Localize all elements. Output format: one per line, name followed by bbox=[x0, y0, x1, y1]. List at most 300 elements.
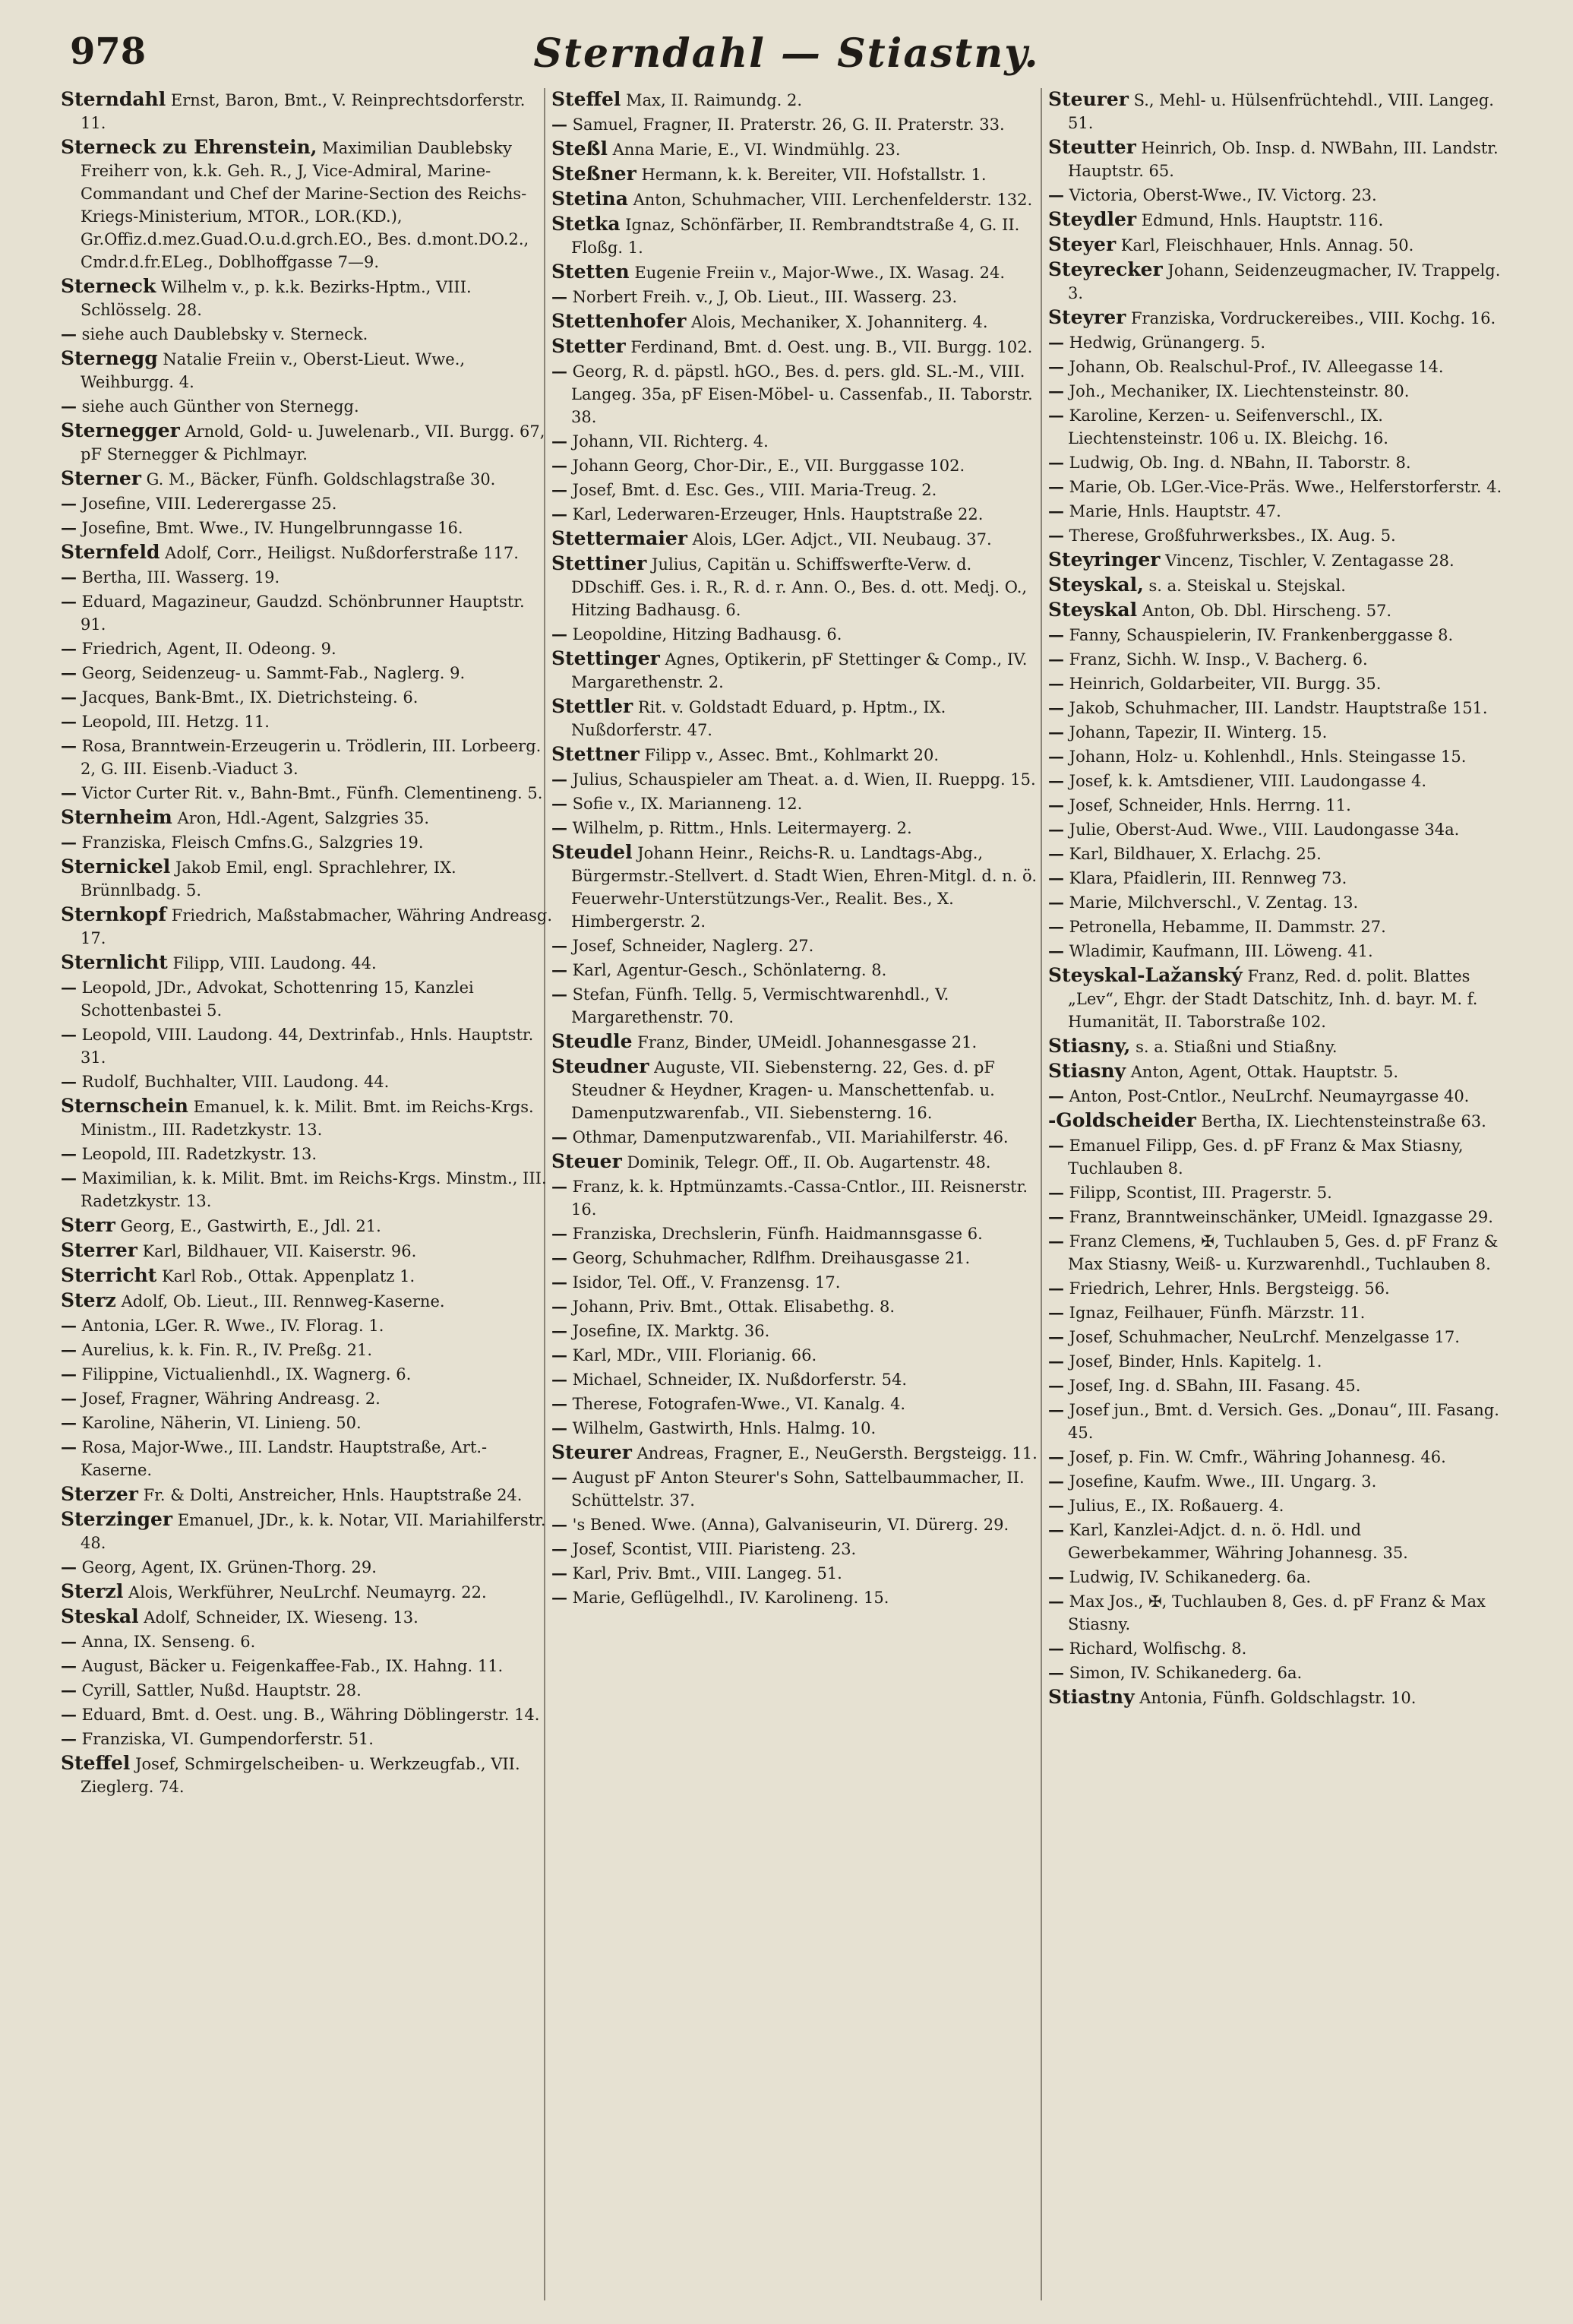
entry-name: — bbox=[61, 1025, 77, 1044]
entry-name: — bbox=[551, 1297, 567, 1316]
entry-details: Josef, Bmt. d. Esc. Ges., VIII. Maria-Treug. 2. bbox=[567, 481, 937, 499]
directory-entry bbox=[551, 1562, 1045, 1585]
entry-name: — bbox=[1048, 771, 1064, 790]
directory-entry bbox=[551, 1344, 1045, 1367]
entry-details: Josefine, Kaufm. Wwe., III. Ungarg. 3. bbox=[1064, 1472, 1377, 1491]
entry-name: Steyskal, bbox=[1048, 574, 1144, 596]
entry-name: — bbox=[61, 1681, 77, 1700]
entry-details: Karoline, Näherin, VI. Linieng. 50. bbox=[77, 1414, 362, 1432]
entry-details: Franziska, Fleisch Cmfns.G., Salzgries 19. bbox=[77, 833, 424, 852]
directory-entry bbox=[61, 710, 554, 733]
entry-name: — bbox=[551, 115, 567, 134]
directory-entry bbox=[61, 1239, 554, 1263]
directory-entry bbox=[61, 735, 554, 780]
directory-entry bbox=[1048, 1035, 1504, 1058]
entry-details: Franziska, VI. Gumpendorferstr. 51. bbox=[77, 1730, 374, 1748]
entry-name: — bbox=[1048, 747, 1064, 766]
entry-details: Josef, Schneider, Naglerg. 27. bbox=[567, 937, 814, 955]
entry-name: — bbox=[1048, 650, 1064, 669]
directory-entry bbox=[1048, 476, 1504, 498]
directory-entry bbox=[61, 1143, 554, 1165]
directory-entry bbox=[551, 743, 1045, 767]
entry-details: Leopold, III. Hetzg. 11. bbox=[77, 713, 270, 731]
entry-name: — bbox=[61, 518, 77, 537]
directory-entry bbox=[1048, 672, 1504, 695]
directory-entry bbox=[61, 566, 554, 589]
entry-name: — bbox=[1048, 722, 1064, 741]
directory-entry bbox=[61, 976, 554, 1022]
directory-entry bbox=[61, 1264, 554, 1288]
entry-details: Leopold, VIII. Laudong. 44, Dextrinfab., Hnls. Hauptstr. 31. bbox=[77, 1026, 534, 1067]
entry-name: — bbox=[551, 456, 567, 475]
entry-name: — bbox=[1048, 1232, 1064, 1251]
directory-entry bbox=[1048, 1446, 1504, 1469]
entry-details: Rudolf, Buchhalter, VIII. Laudong. 44. bbox=[77, 1073, 390, 1091]
entry-name: Steßner bbox=[551, 163, 636, 185]
entry-name: — bbox=[551, 1127, 567, 1146]
directory-entry bbox=[61, 1580, 554, 1604]
entry-details: Leopoldine, Hitzing Badhausg. 6. bbox=[567, 625, 842, 643]
directory-entry bbox=[61, 637, 554, 660]
entry-details: Arnold, Gold- u. Juwelenarb., VII. Burgg. 67, pF Sternegger & Pichlmayr. bbox=[81, 422, 545, 463]
directory-entry bbox=[551, 310, 1045, 334]
directory-entry bbox=[551, 113, 1045, 136]
entry-details: Ernst, Baron, Bmt., V. Reinprechtsdorferstr. 11. bbox=[81, 91, 526, 132]
entry-details: Karl, Bildhauer, X. Erlachg. 25. bbox=[1064, 845, 1322, 863]
entry-name: Stettenhofer bbox=[551, 310, 687, 332]
entry-details: Rosa, Major-Wwe., III. Landstr. Hauptstraße, Art.-Kaserne. bbox=[77, 1438, 488, 1479]
entry-details: Cyrill, Sattler, Nußd. Hauptstr. 28. bbox=[77, 1681, 362, 1700]
page-title: Sterndahl — Stiastny. bbox=[533, 30, 1040, 77]
entry-details: Jakob Emil, engl. Sprachlehrer, IX. Brünnlbadg. 5. bbox=[81, 858, 456, 900]
entry-details: Natalie Freiin v., Oberst-Lieut. Wwe., Weihburgg. 4. bbox=[81, 350, 466, 391]
directory-entry bbox=[61, 686, 554, 709]
entry-name: — bbox=[1048, 1496, 1064, 1515]
entry-name: — bbox=[1048, 381, 1064, 400]
entry-details: Karoline, Kerzen- u. Seifenverschl., IX. Liechtensteinstr. 106 u. IX. Bleichg. 16. bbox=[1064, 406, 1388, 447]
entry-name: — bbox=[61, 568, 77, 587]
entry-name: Stetten bbox=[551, 261, 630, 283]
entry-name: Sterzl bbox=[61, 1580, 124, 1602]
directory-entry bbox=[61, 1483, 554, 1507]
entry-details: Therese, Fotografen-Wwe., VI. Kanalg. 4. bbox=[567, 1395, 906, 1413]
entry-details: Samuel, Fragner, II. Praterstr. 26, G. II. Praterstr. 33. bbox=[567, 115, 1005, 134]
entry-name: — bbox=[1048, 625, 1064, 644]
entry-name: — bbox=[61, 736, 77, 755]
directory-entry bbox=[1048, 1494, 1504, 1517]
entry-name: — bbox=[551, 362, 567, 381]
entry-details: Maximilian, k. k. Milit. Bmt. im Reichs-Krgs. Minstm., III. Radetzkystr. 13. bbox=[77, 1169, 547, 1210]
directory-entry bbox=[61, 1728, 554, 1750]
entry-details: Josefine, IX. Marktg. 36. bbox=[567, 1322, 770, 1340]
directory-entry bbox=[1048, 648, 1504, 671]
entry-details: S., Mehl- u. Hülsenfrüchtehdl., VIII. Langeg. 51. bbox=[1068, 91, 1494, 132]
entry-name: — bbox=[551, 1564, 567, 1583]
entry-name: — bbox=[1048, 1472, 1064, 1491]
entry-details: Stefan, Fünfh. Tellg. 5, Vermischtwarenhdl., V. Margarethenstr. 70. bbox=[567, 985, 949, 1026]
entry-details: Johann, Priv. Bmt., Ottak. Elisabethg. 8. bbox=[567, 1298, 895, 1316]
entry-details: Leopold, JDr., Advokat, Schottenring 15, Kanzlei Schottenbastei 5. bbox=[77, 979, 474, 1020]
entry-details: Fanny, Schauspielerin, IV. Frankenberggasse 8. bbox=[1064, 626, 1454, 644]
entry-details: Julie, Oberst-Aud. Wwe., VIII. Laudongasse 34a. bbox=[1064, 821, 1460, 839]
directory-entry bbox=[551, 1222, 1045, 1245]
entry-name: — bbox=[551, 1468, 567, 1487]
directory-entry bbox=[1048, 867, 1504, 890]
entry-details: 's Bened. Wwe. (Anna), Galvaniseurin, VI. Dürerg. 29. bbox=[567, 1516, 1009, 1534]
entry-details: Filipp, Scontist, III. Pragerstr. 5. bbox=[1064, 1184, 1332, 1202]
entry-name: Steffel bbox=[61, 1752, 131, 1774]
directory-entry bbox=[551, 817, 1045, 839]
entry-name: Stiastny bbox=[1048, 1686, 1135, 1708]
directory-entry bbox=[1048, 1637, 1504, 1660]
entry-details: Eugenie Freiin v., Major-Wwe., IX. Wasag. 24. bbox=[629, 264, 1006, 282]
entry-details: Franz, Red. d. polit. Blattes „Lev“, Ehgr. der Stadt Datschitz, Inh. d. bayr. M. f. Humanität, II. Taborstraße 102. bbox=[1068, 967, 1478, 1031]
entry-details: Klara, Pfaidlerin, III. Rennweg 73. bbox=[1064, 869, 1347, 887]
entry-name: — bbox=[1048, 1303, 1064, 1322]
entry-details: Karl, Fleischhauer, Hnls. Annag. 50. bbox=[1116, 236, 1414, 255]
entry-details: Victor Curter Rit. v., Bahn-Bmt., Fünfh. Clementineng. 5. bbox=[77, 784, 543, 802]
entry-name: — bbox=[1048, 1567, 1064, 1586]
entry-name: — bbox=[1048, 1086, 1064, 1105]
entry-name: Stetka bbox=[551, 213, 621, 235]
entry-details: Rit. v. Goldstadt Eduard, p. Hptm., IX. Nußdorferstr. 47. bbox=[571, 698, 946, 739]
entry-details: Ludwig, Ob. Ing. d. NBahn, II. Taborstr. 8. bbox=[1064, 454, 1411, 472]
entry-name: Sterzer bbox=[61, 1483, 138, 1505]
entry-name: — bbox=[61, 639, 77, 658]
entry-details: Alois, Werkführer, NeuLrchf. Neumayrg. 22. bbox=[123, 1583, 487, 1602]
entry-details: Hedwig, Grünangerg. 5. bbox=[1064, 334, 1265, 352]
entry-details: Bertha, IX. Liechtensteinstraße 63. bbox=[1196, 1112, 1486, 1130]
directory-entry bbox=[551, 623, 1045, 646]
entry-name: — bbox=[61, 1632, 77, 1651]
entry-name: Steudel bbox=[551, 841, 633, 863]
directory-entry bbox=[61, 1363, 554, 1386]
entry-details: Adolf, Schneider, IX. Wieseng. 13. bbox=[138, 1608, 419, 1627]
directory-entry bbox=[1048, 306, 1504, 330]
entry-name: — bbox=[61, 688, 77, 707]
directory-entry bbox=[61, 1752, 554, 1798]
entry-details: siehe auch Günther von Sternegg. bbox=[77, 397, 359, 416]
entry-name: Stettler bbox=[551, 695, 633, 717]
entry-name: Stettermaier bbox=[551, 527, 687, 549]
directory-entry bbox=[1048, 794, 1504, 817]
entry-details: Wladimir, Kaufmann, III. Löweng. 41. bbox=[1064, 942, 1373, 960]
entry-details: Anna Marie, E., VI. Windmühlg. 23. bbox=[608, 141, 901, 159]
directory-entry bbox=[1048, 891, 1504, 914]
entry-details: Eduard, Bmt. d. Oest. ung. B., Währing Döblingerstr. 14. bbox=[77, 1706, 540, 1724]
entry-details: Andreas, Fragner, E., NeuGersth. Bergsteigg. 11. bbox=[631, 1444, 1038, 1462]
entry-details: Alois, LGer. Adjct., VII. Neubaug. 37. bbox=[687, 530, 992, 549]
directory-entry bbox=[61, 467, 554, 491]
entry-details: Josef, Scontist, VIII. Piaristeng. 23. bbox=[567, 1540, 857, 1558]
entry-name: — bbox=[551, 287, 567, 306]
entry-name: — bbox=[61, 833, 77, 852]
entry-details: Therese, Großfuhrwerksbes., IX. Aug. 5. bbox=[1064, 526, 1396, 545]
directory-entry bbox=[61, 1214, 554, 1238]
directory-entry bbox=[551, 213, 1045, 259]
entry-details: Friedrich, Maßstabmacher, Währing Andreasg. 17. bbox=[81, 906, 553, 947]
entry-name: Sterz bbox=[61, 1289, 116, 1311]
entry-details: Josef, Binder, Hnls. Kapitelg. 1. bbox=[1064, 1352, 1322, 1371]
directory-entry bbox=[1048, 697, 1504, 719]
directory-entry bbox=[551, 934, 1045, 957]
entry-name: — bbox=[1048, 941, 1064, 960]
directory-entry bbox=[61, 517, 554, 539]
entry-name: — bbox=[61, 1316, 77, 1335]
entry-details: Georg, Schuhmacher, Rdlfhm. Dreihausgasse 21. bbox=[567, 1249, 971, 1267]
entry-name: — bbox=[1048, 868, 1064, 887]
directory-entry bbox=[1048, 208, 1504, 232]
directory-entry bbox=[1048, 574, 1504, 597]
directory-entry bbox=[1048, 770, 1504, 792]
entry-name: — bbox=[551, 1370, 567, 1389]
entry-name: Steßl bbox=[551, 138, 608, 160]
entry-details: Josef jun., Bmt. d. Versich. Ges. „Donau“, III. Fasang. 45. bbox=[1064, 1401, 1499, 1442]
entry-name: — bbox=[1048, 820, 1064, 839]
directory-entry bbox=[61, 275, 554, 321]
directory-entry bbox=[551, 1586, 1045, 1609]
directory-entry bbox=[551, 1417, 1045, 1440]
directory-entry bbox=[61, 806, 554, 830]
entry-details: Johann, Ob. Realschul-Prof., IV. Alleegasse 14. bbox=[1064, 358, 1444, 376]
directory-entry bbox=[551, 1055, 1045, 1124]
entry-name: Sterneck bbox=[61, 275, 156, 297]
directory-entry bbox=[1048, 940, 1504, 963]
entry-details: Edmund, Hnls. Hauptstr. 116. bbox=[1136, 211, 1384, 229]
entry-details: Josef, Fragner, Währing Andreasg. 2. bbox=[77, 1390, 381, 1408]
directory-entry bbox=[1048, 1060, 1504, 1083]
entry-details: Auguste, VII. Siebensterng. 22, Ges. d. pF Steudner & Heydner, Kragen- u. Manschettenfab. u. Damenputzwarenfab., VII. Siebensterng. 16. bbox=[571, 1058, 995, 1122]
entry-details: Johann Heinr., Reichs-R. u. Landtags-Abg., Bürgermstr.-Stellvert. d. Stadt Wien, Ehren-Mitgl. d. n. ö. Feuerwehr-Unterstützungs-Ver., Realit. Bes., X. Himbergerstr. 2. bbox=[571, 844, 1037, 931]
directory-entry bbox=[61, 1023, 554, 1069]
entry-name: Steyrecker bbox=[1048, 258, 1163, 280]
directory-entry bbox=[1048, 915, 1504, 938]
directory-entry bbox=[1048, 1109, 1504, 1133]
entry-details: Franz, k. k. Hptmünzamts.-Cassa-Cntlor., III. Reisnerstr. 16. bbox=[567, 1178, 1028, 1219]
directory-entry bbox=[1048, 1662, 1504, 1684]
directory-entry bbox=[551, 163, 1045, 186]
directory-entry bbox=[1048, 524, 1504, 547]
entry-name: — bbox=[61, 1705, 77, 1724]
entry-details: Marie, Hnls. Hauptstr. 47. bbox=[1064, 502, 1281, 520]
entry-name: — bbox=[61, 1413, 77, 1432]
entry-details: Heinrich, Goldarbeiter, VII. Burgg. 35. bbox=[1064, 675, 1382, 693]
entry-name: -Goldscheider bbox=[1048, 1109, 1196, 1131]
entry-name: — bbox=[61, 324, 77, 343]
directory-entry bbox=[551, 1513, 1045, 1536]
entry-details: Franziska, Vordruckereibes., VIII. Kochg. 16. bbox=[1126, 309, 1496, 327]
entry-name: — bbox=[61, 1144, 77, 1163]
entry-details: Bertha, III. Wasserg. 19. bbox=[77, 568, 280, 587]
entry-details: Adolf, Ob. Lieut., III. Rennweg-Kaserne. bbox=[115, 1292, 445, 1311]
entry-name: — bbox=[61, 783, 77, 802]
entry-details: Anton, Agent, Ottak. Hauptstr. 5. bbox=[1126, 1063, 1399, 1081]
directory-entry bbox=[1048, 1590, 1504, 1636]
directory-entry bbox=[61, 395, 554, 418]
entry-name: Steffel bbox=[551, 88, 621, 110]
directory-entry bbox=[551, 1126, 1045, 1149]
directory-entry bbox=[61, 855, 554, 902]
entry-name: Sterr bbox=[61, 1214, 115, 1236]
directory-entry bbox=[1048, 599, 1504, 622]
entry-details: Karl, Agentur-Gesch., Schönlaterng. 8. bbox=[567, 961, 887, 979]
directory-entry bbox=[61, 492, 554, 515]
entry-details: Franz, Sichh. W. Insp., V. Bacherg. 6. bbox=[1064, 650, 1368, 669]
entry-name: Stettner bbox=[551, 743, 640, 765]
entry-name: — bbox=[551, 1248, 567, 1267]
entry-details: Ferdinand, Bmt. d. Oest. ung. B., VII. Burgg. 102. bbox=[625, 338, 1033, 356]
directory-entry bbox=[551, 1441, 1045, 1465]
entry-name: Steurer bbox=[551, 1441, 632, 1463]
entry-details: Georg, E., Gastwirth, E., Jdl. 21. bbox=[115, 1217, 381, 1235]
entry-details: Josefine, Bmt. Wwe., IV. Hungelbrunngasse 16. bbox=[77, 519, 463, 537]
entry-name: — bbox=[1048, 357, 1064, 376]
directory-entry bbox=[1048, 1566, 1504, 1589]
entry-details: Max Jos., ✠, Tuchlauben 8, Ges. d. pF Franz & Max Stiasny. bbox=[1064, 1592, 1486, 1633]
entry-details: Anton, Schuhmacher, VIII. Lerchenfelderstr. 132. bbox=[627, 191, 1033, 209]
directory-entry bbox=[1048, 1134, 1504, 1180]
entry-details: Wilhelm, p. Rittm., Hnls. Leitermayerg. 2. bbox=[567, 819, 912, 837]
directory-entry bbox=[551, 503, 1045, 526]
entry-name: — bbox=[551, 1345, 567, 1364]
entry-name: — bbox=[551, 1224, 567, 1243]
directory-entry bbox=[551, 88, 1045, 112]
entry-name: — bbox=[1048, 1376, 1064, 1395]
directory-entry bbox=[1048, 1181, 1504, 1204]
entry-details: Emanuel, k. k. Milit. Bmt. im Reichs-Krgs. Ministm., III. Radetzkystr. 13. bbox=[81, 1098, 534, 1139]
entry-name: — bbox=[551, 624, 567, 643]
entry-name: Stetina bbox=[551, 188, 628, 210]
entry-details: Victoria, Oberst-Wwe., IV. Victorg. 23. bbox=[1064, 186, 1377, 204]
directory-entry bbox=[551, 430, 1045, 453]
entry-details: Jakob, Schuhmacher, III. Landstr. Hauptstraße 151. bbox=[1064, 699, 1488, 717]
directory-entry bbox=[61, 323, 554, 346]
entry-name: Steyskal-Lažanský bbox=[1048, 964, 1243, 986]
entry-name: — bbox=[1048, 844, 1064, 863]
directory-entry bbox=[1048, 356, 1504, 378]
column-1 bbox=[61, 88, 554, 1800]
directory-entry bbox=[551, 1271, 1045, 1294]
entry-details: Vincenz, Tischler, V. Zentagasse 28. bbox=[1160, 552, 1455, 570]
entry-details: Georg, Agent, IX. Grünen-Thorg. 29. bbox=[77, 1558, 377, 1576]
entry-details: Franz, Branntweinschänker, UMeidl. Ignazgasse 29. bbox=[1064, 1208, 1493, 1226]
entry-details: Hermann, k. k. Bereiter, VII. Hofstallstr. 1. bbox=[636, 166, 987, 184]
entry-name: Sternickel bbox=[61, 855, 171, 877]
directory-entry bbox=[61, 1605, 554, 1629]
entry-name: — bbox=[551, 480, 567, 499]
entry-details: Josef, Ing. d. SBahn, III. Fasang. 45. bbox=[1064, 1377, 1361, 1395]
directory-entry bbox=[1048, 404, 1504, 450]
directory-entry bbox=[1048, 331, 1504, 354]
entry-name: — bbox=[61, 1072, 77, 1091]
entry-name: — bbox=[1048, 1663, 1064, 1682]
entry-name: Sternfeld bbox=[61, 541, 160, 563]
entry-name: — bbox=[1048, 1136, 1064, 1155]
entry-name: — bbox=[61, 1656, 77, 1675]
entry-name: Stettinger bbox=[551, 647, 660, 669]
entry-name: — bbox=[61, 1389, 77, 1408]
entry-name: — bbox=[551, 432, 567, 451]
entry-name: — bbox=[1048, 893, 1064, 912]
entry-details: Marie, Geflügelhdl., IV. Karolineng. 15. bbox=[567, 1589, 889, 1607]
entry-name: — bbox=[1048, 526, 1064, 545]
entry-details: Michael, Schneider, IX. Nußdorferstr. 54. bbox=[567, 1371, 908, 1389]
entry-details: Adolf, Corr., Heiligst. Nußdorferstraße 117. bbox=[160, 544, 519, 562]
entry-name: — bbox=[61, 494, 77, 513]
directory-entry bbox=[61, 662, 554, 685]
directory-entry bbox=[551, 647, 1045, 694]
entry-details: Josef, Schuhmacher, NeuLrchf. Menzelgasse 17. bbox=[1064, 1328, 1460, 1346]
column-2 bbox=[551, 88, 1045, 1611]
directory-entry bbox=[551, 552, 1045, 621]
entry-name: Sterzinger bbox=[61, 1508, 173, 1530]
directory-entry bbox=[1048, 1374, 1504, 1397]
directory-entry bbox=[61, 1630, 554, 1653]
entry-name: — bbox=[61, 712, 77, 731]
entry-details: Ludwig, IV. Schikanederg. 6a. bbox=[1064, 1568, 1312, 1586]
directory-entry bbox=[551, 792, 1045, 815]
directory-entry bbox=[551, 138, 1045, 161]
directory-entry bbox=[551, 983, 1045, 1029]
directory-entry bbox=[1048, 380, 1504, 403]
entry-name: — bbox=[1048, 333, 1064, 352]
directory-entry bbox=[551, 768, 1045, 791]
entry-details: Joh., Mechaniker, IX. Liechtensteinstr. 80. bbox=[1064, 382, 1410, 400]
entry-name: — bbox=[551, 1177, 567, 1196]
entry-details: Sofie v., IX. Marianneng. 12. bbox=[567, 795, 803, 813]
entry-details: Emanuel, JDr., k. k. Notar, VII. Mariahilferstr. 48. bbox=[81, 1511, 546, 1552]
entry-name: Sternheim bbox=[61, 806, 172, 828]
directory-entry bbox=[1048, 451, 1504, 474]
entry-details: Franz Clemens, ✠, Tuchlauben 5, Ges. d. pF Franz & Max Stiasny, Weiß- u. Kurzwarenhdl., Tuchlauben 8. bbox=[1064, 1232, 1499, 1273]
entry-details: Wilhelm, Gastwirth, Hnls. Halmg. 10. bbox=[567, 1419, 877, 1437]
directory-entry bbox=[551, 286, 1045, 308]
entry-name: — bbox=[61, 1340, 77, 1359]
directory-entry bbox=[1048, 1277, 1504, 1300]
entry-details: Karl, Lederwaren-Erzeuger, Hnls. Hauptstraße 22. bbox=[567, 505, 984, 523]
directory-entry bbox=[551, 335, 1045, 359]
directory-entry bbox=[61, 541, 554, 564]
entry-details: Filipp, VIII. Laudong. 44. bbox=[167, 954, 377, 972]
directory-entry bbox=[61, 419, 554, 466]
directory-entry bbox=[1048, 1085, 1504, 1108]
directory-entry bbox=[551, 454, 1045, 477]
entry-details: Julius, Schauspieler am Theat. a. d. Wien, II. Rueppg. 15. bbox=[567, 770, 1036, 789]
entry-name: Steuer bbox=[551, 1150, 622, 1172]
entry-details: Georg, Seidenzeug- u. Sammt-Fab., Naglerg. 9. bbox=[77, 664, 466, 682]
directory-entry bbox=[551, 261, 1045, 284]
entry-name: — bbox=[1048, 1183, 1064, 1202]
directory-entry bbox=[61, 831, 554, 854]
entry-name: Sternegger bbox=[61, 419, 180, 441]
entry-details: Norbert Freih. v., J, Ob. Lieut., III. Wasserg. 23. bbox=[567, 288, 958, 306]
entry-details: Rosa, Branntwein-Erzeugerin u. Trödlerin, III. Lorbeerg. 2, G. III. Eisenb.-Viaduct 3. bbox=[77, 737, 542, 778]
entry-name: — bbox=[61, 663, 77, 682]
directory-entry bbox=[1048, 818, 1504, 841]
entry-name: — bbox=[1048, 185, 1064, 204]
entry-details: Jacques, Bank-Bmt., IX. Dietrichsteing. 6. bbox=[77, 688, 419, 707]
directory-entry bbox=[1048, 1686, 1504, 1709]
entry-details: Anton, Post-Cntlor., NeuLrchf. Neumayrgasse 40. bbox=[1064, 1087, 1470, 1105]
directory-entry bbox=[1048, 258, 1504, 305]
entry-name: Sternlicht bbox=[61, 951, 168, 973]
entry-details: Friedrich, Lehrer, Hnls. Bergsteigg. 56. bbox=[1064, 1279, 1390, 1298]
entry-details: Ignaz, Schönfärber, II. Rembrandtstraße 4, G. II. Floßg. 1. bbox=[571, 216, 1020, 257]
entry-details: Filipp v., Assec. Bmt., Kohlmarkt 20. bbox=[639, 746, 939, 764]
entry-name: — bbox=[551, 1394, 567, 1413]
directory-entry bbox=[1048, 745, 1504, 768]
entry-details: Richard, Wolfischg. 8. bbox=[1064, 1639, 1247, 1658]
